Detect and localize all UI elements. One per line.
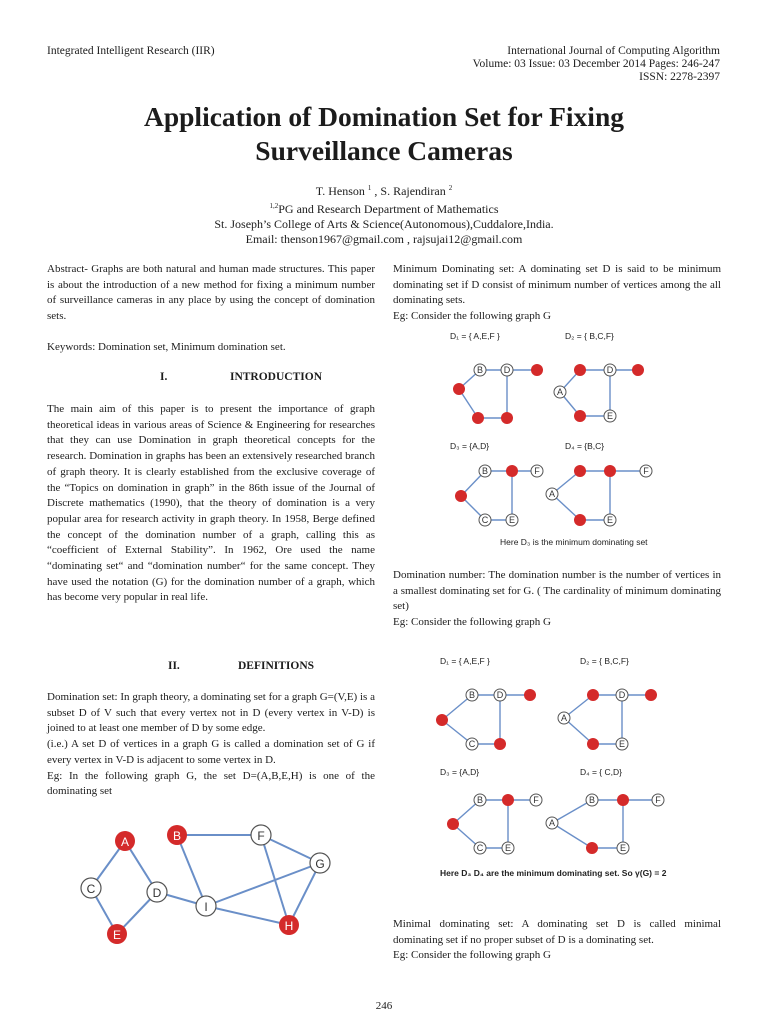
author-department: $^{1,2}$PG and Research Department of Mathematics [269,202,499,216]
svg-text:C: C [481,515,489,525]
journal-name: International Journal of Computing Algorithm [507,45,720,57]
introduction-text: The main aim of this paper is to present the importance of graph theoretical ideas in various areas of Science & Engineering for researches that they can use Domination in graph theoretical concepts for the research. Domination in graphs has been an extensively researched branch of graph theory. It is clearly established from the exclusive coverage of the “Topics on domination in graph” in the 86th issue of the Journal of Discrete mathematics (1990), that the theory of domination is a very popular area for research activity in graph theory. In 1958, Berge defined the concept of the domination number of a graph, calling this as “coefficient of External Stability”. In 1962, Ore used the name “dominating set“ and “domination number“ for the same concept. They have used the notation (G) for the domination number of a graph, which has become very popular in real life. [47,403,375,604]
abstract: Abstract- Graphs are both natural and human made structures. This paper is about the introduction of a new method for fixing a minimum number of surveillance cameras in any place by using the concept of domination sets. [47,263,375,323]
svg-text:A: A [548,818,556,828]
svg-text:E: E [618,739,626,749]
journal-publisher: Integrated Intelligent Research (IIR) [47,45,215,57]
example-graph-figure [70,822,340,947]
paper-title [40,100,728,168]
definitions-text [47,690,375,800]
example-1: Eg: Consider the following graph G [393,310,551,323]
author-block [40,181,728,247]
figure-2-d1-label: D₁ = { A,E,F } [440,656,490,666]
svg-text:B: B [481,466,489,476]
section-heading-definitions: II. DEFINITIONS [167,660,315,672]
svg-text:A: A [548,489,556,499]
minimal-dominating-set-text: Minimal dominating set: A dominating set D is called minimal dominating set if no proper subset of D is a dominating set. Eg: Consider the following graph G [393,917,721,964]
journal-volume: Volume: 03 Issue: 03 December 2014 Pages: 246-247 [472,58,720,70]
figure-2-d4-label: D₄ = { C,D} [580,767,622,777]
svg-text:F: F [534,466,540,476]
svg-text:F: F [533,795,539,805]
journal-issn: ISSN: 2278-2397 [639,71,720,83]
example-3: Eg: Consider the following graph G [393,949,551,962]
example-2: Eg: Consider the following graph G [393,616,551,629]
figure-1-d1-label: D₁ = { A,E,F } [450,331,500,341]
svg-text:D: D [496,690,504,700]
svg-text:E: E [606,411,614,421]
figure-2-caption: Here D₃ D₄ are the minimum dominating set. So γ(G) = 2 [440,868,667,878]
svg-text:C: C [468,739,476,749]
dominating-sets-figure-1 [430,328,680,558]
svg-text:E: E [504,843,512,853]
figure-1-d2-label: D₂ = { B,C,F} [565,331,614,341]
dominating-sets-figure-2 [430,652,680,884]
figure-1-d4-label: D₄ = {B,C} [565,441,605,451]
author-names: T. Henson $^1$ , S. Rajendiran $^2$ [315,184,453,198]
figure-1-caption: Here D₃ is the minimum dominating set [500,537,648,547]
page-number: 246 [375,1000,393,1012]
svg-text:B: B [468,690,476,700]
svg-text:E: E [508,515,516,525]
definition-ie: (i.e.) A set D of vertices in a graph G is called a domination set of G if every vertex in V-D is adjacent to some vertex in D. [47,738,375,766]
domination-number-text: Domination number: The domination number is the number of vertices in a smallest dominating set for G. ( The cardinality of minimum dominating set) Eg: Consider the following graph G [393,568,721,631]
svg-text:B: B [476,795,484,805]
figure-1-d3-label: D₃ = {A,D} [450,441,490,451]
svg-text:B: B [588,795,596,805]
title-line-2: Surveillance Cameras [255,135,513,166]
svg-text:D: D [152,886,162,900]
svg-text:C: C [86,882,96,896]
minimum-dominating-set-text: Minimum Dominating set: A dominating set D is said to be minimum dominating set if D consist of minimum number of vertices among the all dominating sets. Eg: Consider the following graph G [393,262,721,325]
figure-2-d2-label: D₂ = { B,C,F} [580,656,629,666]
svg-text:H: H [284,919,294,933]
svg-text:F: F [643,466,649,476]
svg-text:G: G [315,857,325,871]
svg-text:D: D [618,690,626,700]
svg-text:D: D [503,365,511,375]
definition-example: Eg: In the following graph G, the set D=(A,B,E,H) is one of the dominating set [47,769,375,798]
svg-text:E: E [112,928,122,942]
svg-text:A: A [556,387,564,397]
svg-text:D: D [606,365,614,375]
section-heading-introduction: I. INTRODUCTION [159,371,322,383]
svg-text:F: F [257,829,265,843]
svg-text:I: I [204,900,208,914]
author-college: St. Joseph’s College of Arts & Science(Autonomous),Cuddalore,India. [214,217,554,231]
svg-text:A: A [120,835,130,849]
journal-info [473,45,720,84]
svg-text:F: F [655,795,661,805]
svg-text:B: B [476,365,484,375]
svg-text:E: E [606,515,614,525]
keywords: Keywords: Domination set, Minimum domination set. [47,341,286,353]
author-email: Email: thenson1967@gmail.com , rajsujai12@gmail.com [245,232,523,246]
title-line-1: Application of Domination Set for Fixing [143,101,624,132]
definition-domination-set: Domination set: In graph theory, a dominating set for a graph G=(V,E) is a subset D of V such that every vertex not in D (every vertex in V-D) is joined to at least one member of D by some edge. [47,691,375,735]
svg-text:A: A [560,713,568,723]
svg-text:E: E [619,843,627,853]
figure-2-d3-label: D₃ = {A,D} [440,767,480,777]
svg-text:C: C [476,843,484,853]
svg-text:B: B [172,829,182,843]
